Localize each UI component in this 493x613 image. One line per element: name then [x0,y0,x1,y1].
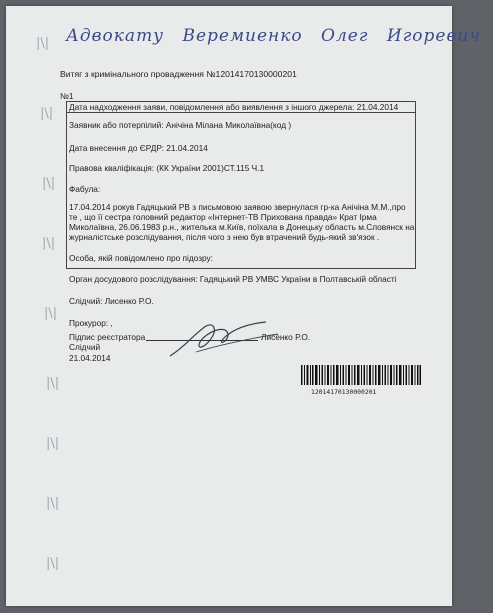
margin-mark: |\| [40,106,54,121]
document-number: №1 [60,91,74,101]
suspect-notice: Особа, якій повідомлено про підозру: [69,253,213,263]
margin-mark: |\| [42,236,56,251]
handwritten-word: Игоревич [386,26,481,46]
handwritten-word: Адвокату [66,26,165,46]
margin-mark: |\| [46,376,60,391]
plot-label: Фабула: [69,184,101,194]
divider [66,112,415,113]
margin-mark: |\| [46,556,60,571]
margin-mark: |\| [46,496,60,511]
applicant: Заявник або потерпілий: Анічіна Мілана Миколаївна(код ) [69,120,292,130]
handwritten-word: Веремиенко [182,26,303,46]
legal-qualification: Правова кваліфікація: (КК України 2001)СТ.115 Ч.1 [69,163,265,173]
signer-role: Слідчий [69,342,101,352]
margin-mark: |\| [46,436,60,451]
margin-mark: |\| [44,306,58,321]
plot-text: те , що її сестра головний редактор «Інтернет-ТВ Прихована правда» Крат Ірма [69,212,377,222]
date-received: Дата надходження заяви, повідомлення або виявлення з іншого джерела: 21.04.2014 [69,102,399,112]
margin-mark: |\| [36,36,50,51]
investigation-organ: Орган досудового розслідування: Гадяцький РВ УМВС України в Полтавській області [69,274,397,284]
prosecutor: Прокурор: , [69,318,113,328]
plot-text: 17.04.2014 рокув Гадяцький РВ з письмовою заявою звернулася гр-ка Анічіна М.М.,про [69,202,406,212]
plot-text: журналістське розслідування, після чого з нею був втрачений будь-який зв'язок . [69,232,380,242]
barcode-number: 12014170130000201 [311,388,377,396]
handwritten-addressee [66,26,481,54]
registrar-name: Лисенко Р.О. [261,332,311,342]
registrar-signature-label: Підпис реєстратора [69,332,146,342]
document-title: Витяг з кримінального провадження №12014170130000201 [60,69,297,79]
margin-mark: |\| [42,176,56,191]
document-page [6,6,481,606]
investigator: Слідчий: Лисенко Р.О. [69,296,154,306]
signature-date: 21.04.2014 [69,353,111,363]
date-erdr: Дата внесення до ЄРДР: 21.04.2014 [69,143,208,153]
handwritten-word: Олег [321,26,369,46]
handwritten-signature [166,316,286,364]
plot-text: Миколаївна, 26.06.1983 р.н., жителька м.Київ, поїхала в Донецьку область м.Словянск на [69,222,415,232]
